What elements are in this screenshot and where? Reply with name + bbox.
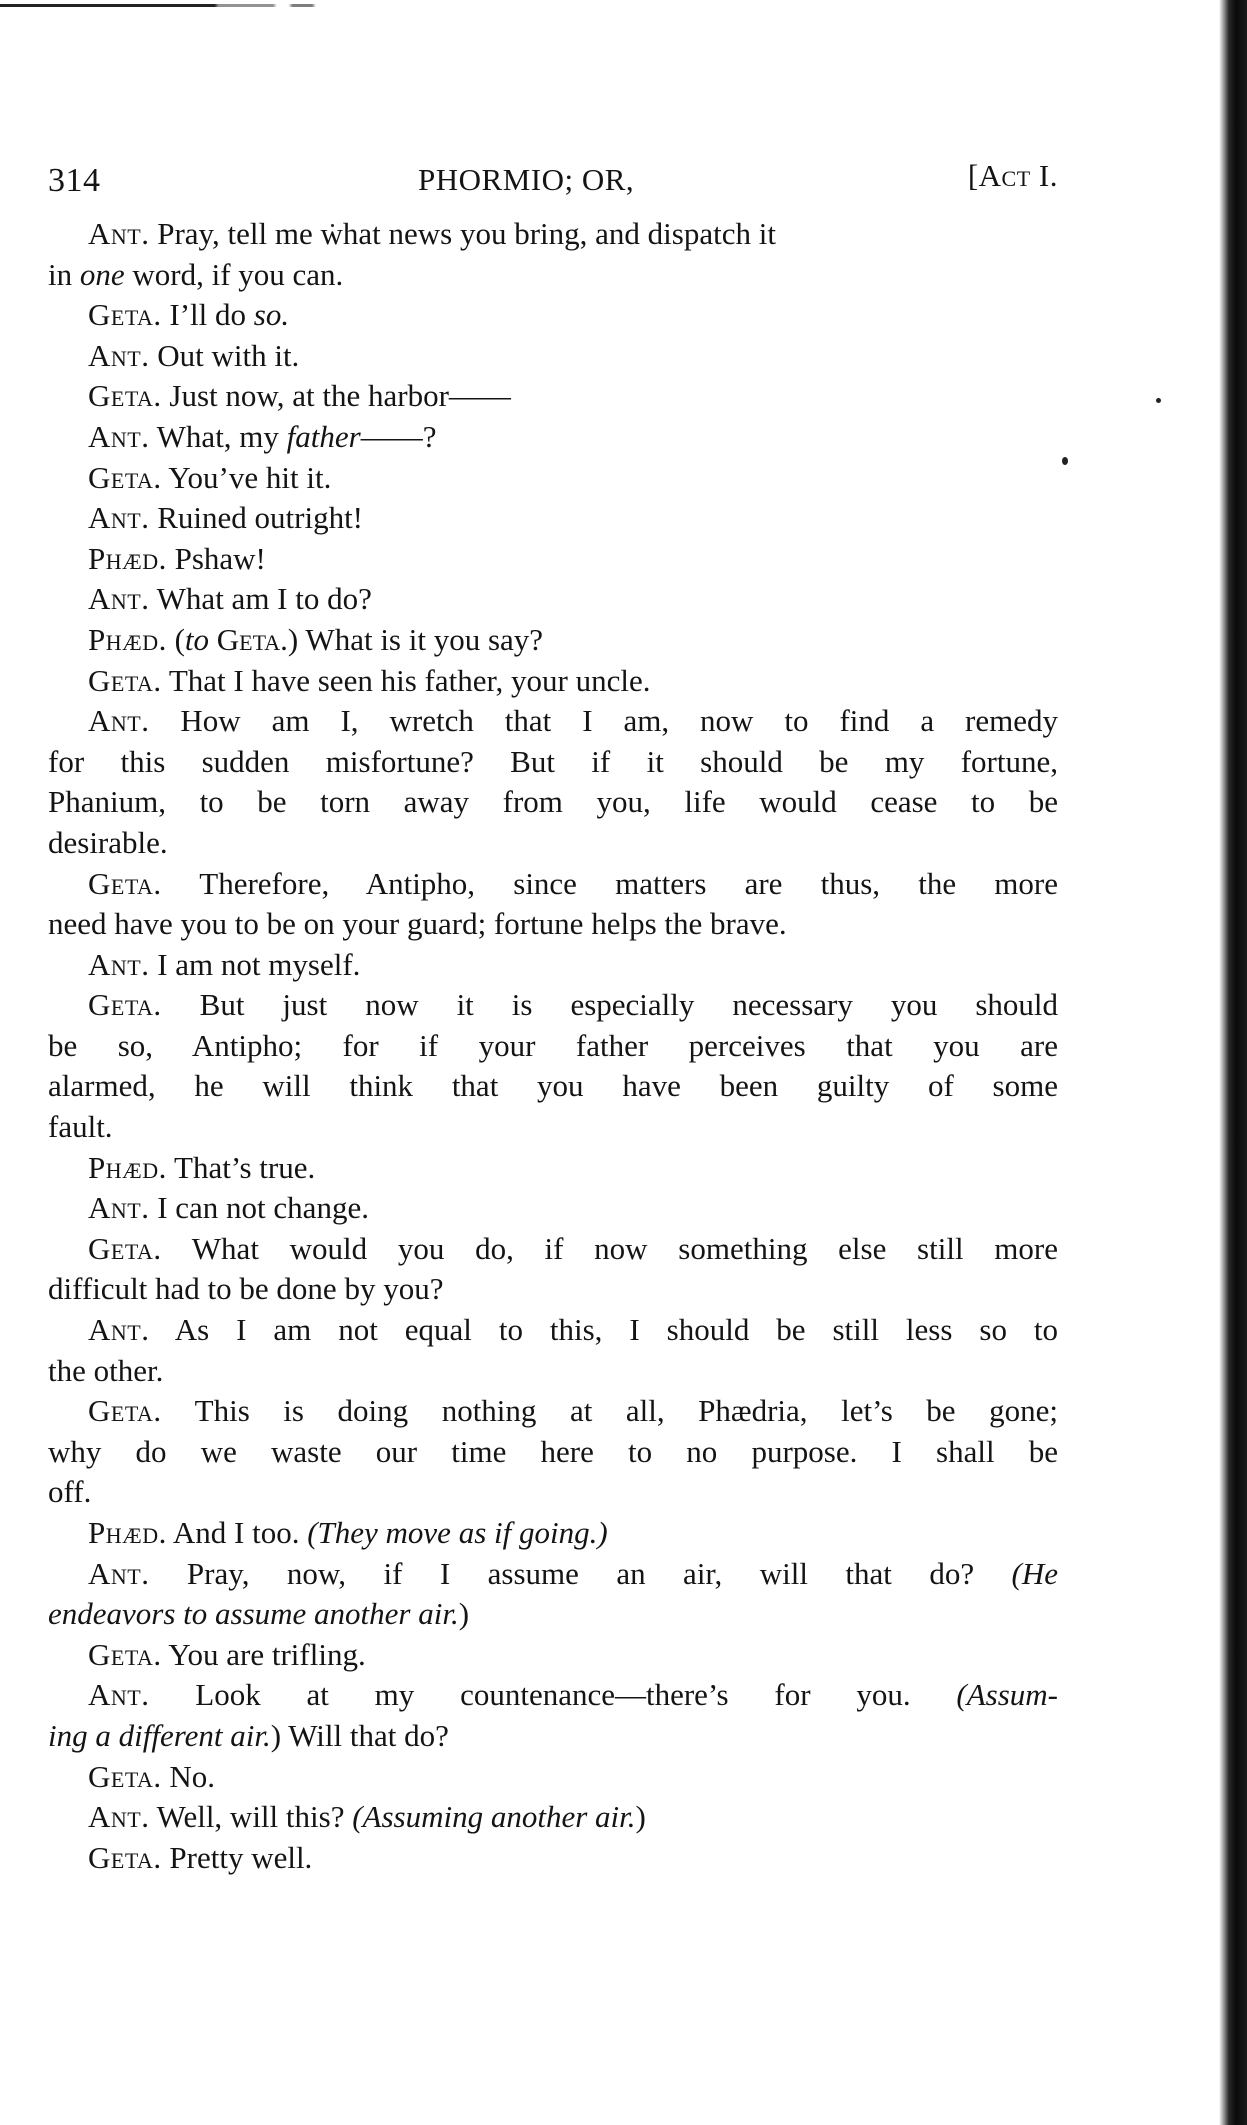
line-text: Phanium, to be torn away from you, life would cease to be: [48, 784, 1058, 820]
speaker-name: Ant.: [88, 500, 150, 536]
line-text: Therefore, Antipho, since matters are thus, the more: [199, 865, 1058, 901]
speaker-name: Phæd.: [88, 540, 167, 576]
line-text: Look at my countenance—there’s for you.: [195, 1677, 957, 1713]
line-text: Just now, at the harbor——: [169, 378, 511, 414]
continuation-line: [48, 1432, 1058, 1473]
speech-line: [48, 1838, 1058, 1879]
line-text: No.: [169, 1758, 216, 1794]
line-text: off.: [48, 1474, 92, 1510]
speaker-name: Geta.: [88, 987, 162, 1023]
speech-line: [48, 1797, 1058, 1838]
line-text: What, my: [156, 418, 287, 454]
line-text: need have you to be on your guard; fortune helps the brave.: [48, 906, 787, 942]
speech-line: [48, 458, 1058, 499]
speech-line: [48, 985, 1058, 1026]
continuation-line: [48, 823, 1058, 864]
continuation-line: [48, 1594, 1058, 1635]
line-text: What am I to do?: [156, 581, 372, 617]
stage-direction-text: father: [286, 418, 361, 454]
continuation-line: [48, 1269, 1058, 1310]
line-text: why do we waste our time here to no purpose. I shall be: [48, 1433, 1058, 1469]
line-text: Pretty well.: [169, 1839, 313, 1875]
speaker-name: Geta.: [88, 459, 162, 495]
speech-line: [48, 1635, 1058, 1676]
speaker-name: Geta.: [88, 1839, 162, 1875]
speech-line: [48, 1188, 1058, 1229]
line-text: desirable.: [48, 824, 168, 860]
speaker-name: Geta.: [88, 662, 162, 698]
speaker-name: Geta.: [88, 1393, 162, 1429]
speaker-name: Phæd.: [88, 1515, 167, 1550]
line-text: ——?: [360, 418, 437, 454]
stage-direction-text: (They move as if going.): [307, 1515, 608, 1550]
speaker-name: Ant.: [88, 946, 150, 982]
line-text: alarmed, he will think that you have been guilty of some: [48, 1068, 1058, 1104]
speech-line: [48, 1148, 1058, 1189]
stage-direction-text: so.: [253, 297, 290, 333]
speaker-name: Ant.: [88, 1190, 150, 1226]
book-page: [48, 150, 1058, 1878]
line-text: [209, 622, 217, 657]
page-number: 314: [48, 162, 101, 199]
speech-line: [48, 1757, 1058, 1798]
speech-line: [48, 579, 1058, 620]
continuation-line: [48, 1066, 1058, 1107]
continuation-line: [48, 1472, 1058, 1513]
continuation-line: [48, 1026, 1058, 1067]
line-text: ): [635, 1799, 646, 1835]
speech-line: [48, 1554, 1058, 1595]
continuation-line: [48, 255, 1058, 296]
line-text: That’s true.: [174, 1149, 316, 1185]
line-text: word, if you can.: [124, 256, 344, 292]
stage-direction-text: (Assuming another air.: [352, 1799, 636, 1835]
line-text: fault.: [48, 1109, 113, 1145]
line-text: the other.: [48, 1352, 164, 1388]
line-text: Pray, now, if I assume an air, will that do?: [186, 1555, 1012, 1591]
line-text: (: [174, 621, 185, 657]
speech-line: [48, 1513, 1058, 1554]
speaker-name: Ant.: [88, 418, 150, 454]
dialogue-text: [48, 214, 1058, 1878]
line-text: be so, Antipho; for if your father perceives that you are: [48, 1027, 1058, 1063]
speaker-name: Ant.: [88, 216, 150, 251]
line-text: in: [48, 256, 80, 292]
speaker-name: Ant.: [88, 1799, 150, 1835]
page-binding-edge: [1219, 0, 1247, 2125]
speech-line: [48, 376, 1058, 417]
line-text: I can not change.: [157, 1190, 369, 1226]
line-text: As I am not equal to this, I should be still less so to: [174, 1312, 1059, 1348]
speaker-name: Ant.: [88, 1312, 150, 1348]
stage-direction-text: one: [79, 256, 125, 292]
continuation-line: [48, 1107, 1058, 1148]
speaker-name: Ant.: [88, 581, 150, 617]
line-text: I’ll do: [169, 297, 254, 333]
line-text: You’ve hit it.: [168, 459, 332, 495]
speaker-name: Ant.: [88, 1555, 150, 1591]
speaker-name: Geta.: [88, 378, 162, 414]
running-title: PHORMIO; OR,: [418, 162, 635, 197]
line-text: ) Will that do?: [270, 1717, 449, 1753]
speech-line: [48, 701, 1058, 742]
speaker-name: Geta.: [88, 1636, 162, 1672]
speech-line: [48, 539, 1058, 580]
line-text: This is doing nothing at all, Phædria, let’s be gone;: [194, 1393, 1058, 1429]
continuation-line: [48, 782, 1058, 823]
speech-line: [48, 1391, 1058, 1432]
stage-direction-text: endeavors to assume another air.: [48, 1596, 459, 1632]
speaker-name: Ant.: [88, 1677, 150, 1713]
line-text: ): [458, 1596, 470, 1632]
line-text: You are trifling.: [168, 1636, 366, 1672]
line-text: difficult had to be done by you?: [48, 1271, 444, 1307]
stage-direction-text: (Assum-: [956, 1677, 1059, 1713]
line-text: Pray, tell me what news you bring, and dispatch it: [157, 216, 776, 251]
speech-line: [48, 1310, 1058, 1351]
speaker-name: Ant.: [88, 337, 150, 373]
speaker-name: Geta.: [88, 865, 162, 901]
line-text: What would you do, if now something else still more: [191, 1230, 1058, 1266]
line-text: Well, will this?: [156, 1799, 353, 1835]
speaker-name: Phæd.: [88, 621, 167, 657]
line-text: Geta.: [216, 621, 288, 657]
line-text: ) What is it you say?: [287, 621, 544, 657]
speaker-name: Geta.: [88, 297, 162, 333]
running-head: [48, 150, 1058, 212]
speech-line: [48, 945, 1058, 986]
speech-line: [48, 336, 1058, 377]
continuation-line: [48, 742, 1058, 783]
continuation-line: [48, 1351, 1058, 1392]
speech-line: [48, 214, 1058, 255]
speech-line: [48, 661, 1058, 702]
speaker-name: Geta.: [88, 1758, 162, 1794]
stage-direction-text: ing a different air.: [48, 1717, 271, 1753]
line-text: How am I, wretch that I am, now to find a remedy: [180, 703, 1058, 739]
line-text: And I too.: [172, 1515, 308, 1550]
top-edge-rule: [0, 4, 390, 7]
speech-line: [48, 1675, 1058, 1716]
stray-mark: [1062, 457, 1068, 465]
speaker-name: Phæd.: [88, 1149, 167, 1185]
line-text: Ruined outright!: [157, 500, 364, 536]
line-text: for this sudden misfortune? But if it should be my fortune,: [48, 743, 1058, 779]
speaker-name: Ant.: [88, 703, 150, 739]
stage-direction-text: to: [184, 621, 210, 657]
speaker-name: Geta.: [88, 1230, 162, 1266]
speech-line: [48, 498, 1058, 539]
continuation-line: [48, 904, 1058, 945]
continuation-line: [48, 1716, 1058, 1757]
line-text: That I have seen his father, your uncle.: [168, 662, 651, 698]
stray-mark: [1156, 398, 1161, 403]
speech-line: [48, 620, 1058, 661]
speech-line: [48, 1229, 1058, 1270]
stage-direction-text: (He: [1011, 1555, 1059, 1591]
line-text: But just now it is especially necessary you should: [199, 987, 1059, 1023]
line-text: Out with it.: [157, 337, 300, 373]
speech-line: [48, 864, 1058, 905]
line-text: I am not myself.: [157, 946, 361, 982]
speech-line: [48, 417, 1058, 458]
line-text: Pshaw!: [174, 540, 266, 576]
running-section: [Act I.: [967, 158, 1058, 193]
speech-line: [48, 295, 1058, 336]
